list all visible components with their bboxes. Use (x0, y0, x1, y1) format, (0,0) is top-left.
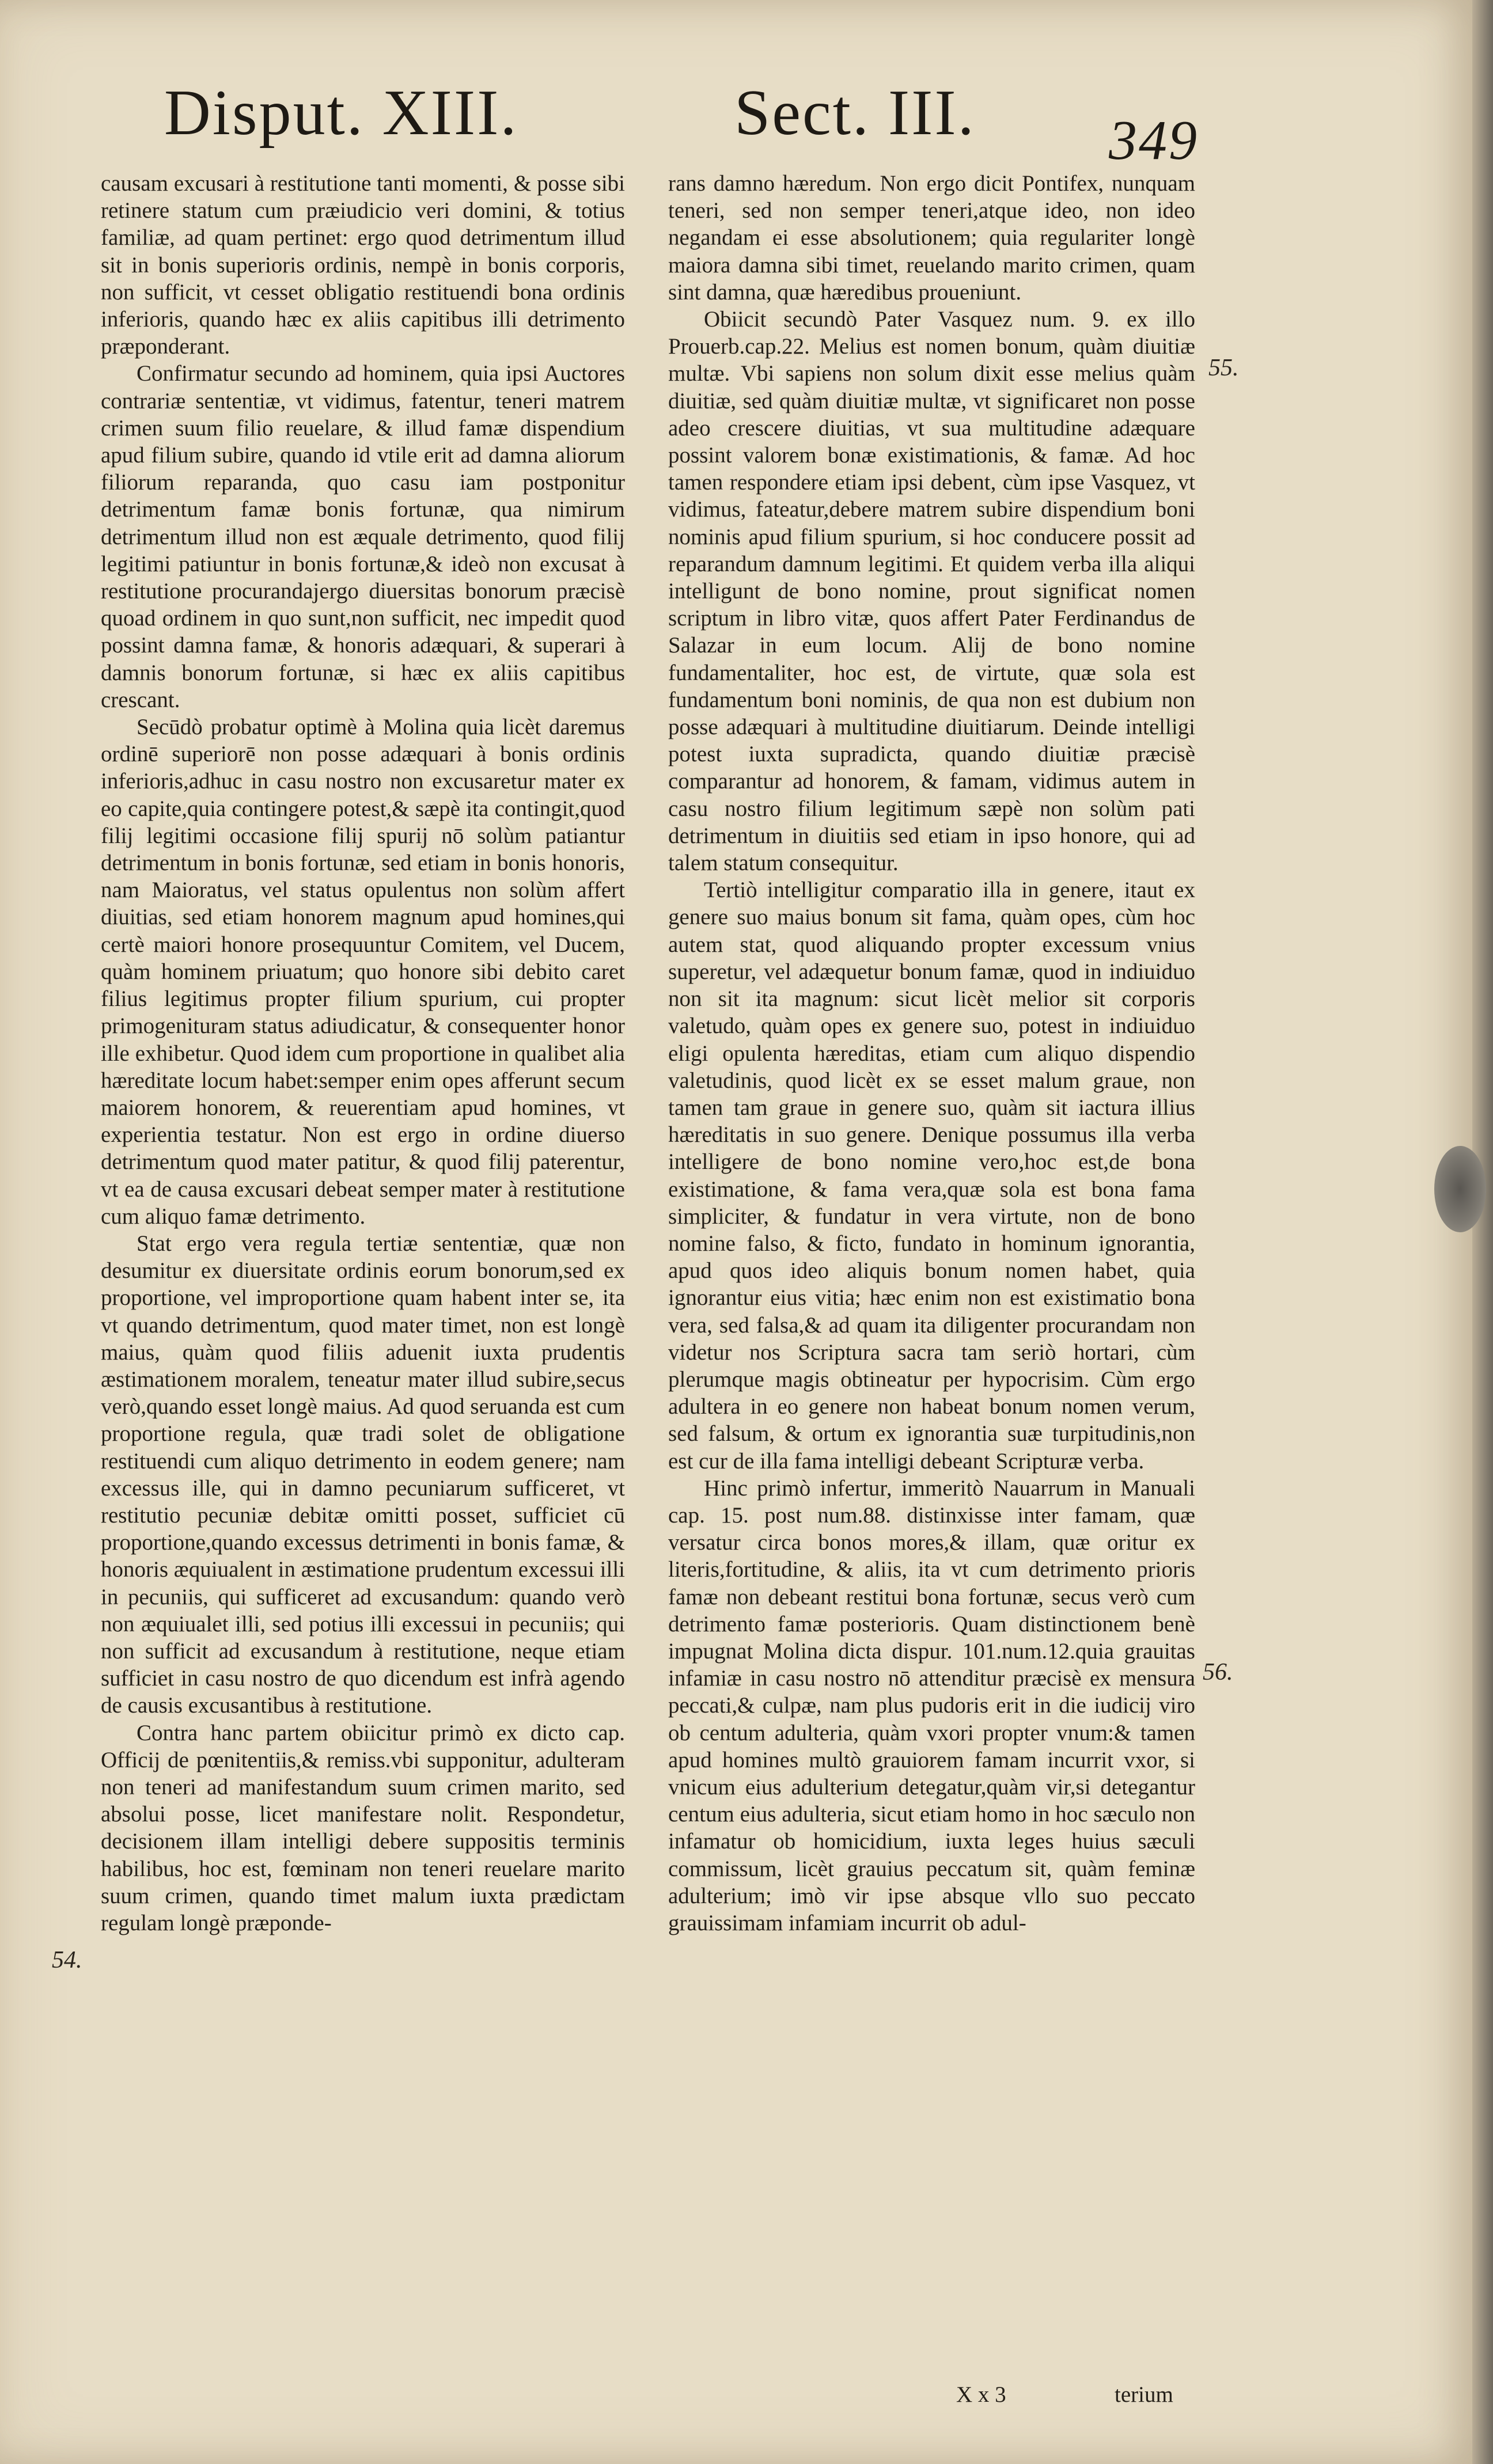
paragraph: Secūdò probatur optimè à Molina quia licèt daremus ordinē superiorē non posse adæquari à bonis ordinis inferioris,adhuc in casu nostro non excusaretur mater ex eo capite,quia contingere potest,& sæpè ita contingit,quod filij legitimi occasione filij spurij nō solùm patiantur detrimentum in bonis fortunæ, sed etiam in bonis honoris, nam Maioratus, vel status opulentus non solùm affert diuitias, sed etiam honorem magnum apud homines,qui certè maiori honore prosequuntur Comitem, vel Ducem, quàm hominem priuatum; quo honore sibi debito caret filius legitimus propter filium spurium, cui propter primogenituram status adiudicatur, & consequenter honor ille exhibetur. Quod idem cum proportione in qualibet alia hæreditate locum habet:semper enim opes afferunt secum maiorem honorem, & reuerentiam apud homines, vt experientia testatur. Non est ergo in ordine diuerso detrimentum quod mater patitur, & quod filij paterentur, vt ea de causa excusari debeat semper mater à restitutione cum aliquo famæ detrimento. (101, 715, 625, 1229)
paragraph: Contra hanc partem obiicitur primò ex dicto cap. Officij de pœnitentiis,& remiss.vbi supponitur, adulteram non teneri ad manifestandum suum crimen marito, sed absolui posse, licet manifestare nolit. Respondetur, decisionem illam intelligi debere suppositis terminis habilibus, hoc est, fœminam non teneri reuelare marito suum crimen, quando timet malum iuxta prædictam regulam longè præponde- (101, 1720, 625, 1935)
paragraph: rans damno hæredum. Non ergo dicit Pontifex, nunquam teneri, sed non semper teneri,atque ideo, non ideo negandam ei esse absolutionem; quia regulariter longè maiora damna sibi timet, reuelando marito crimen, quam sint damna, quæ hæredibus proueniunt. (668, 171, 1195, 305)
binding-hole (1434, 1146, 1486, 1232)
page-edge (1472, 0, 1493, 2464)
marginal-number: 55. (1208, 355, 1239, 381)
page-number: 349 (1109, 109, 1199, 172)
paragraph: causam excusari à restitutione tanti momenti, & posse sibi retinere statum cum præiudicio veri domini, & totius familiæ, ad quam pertinet: ergo quod detrimentum illud sit in bonis superioris ordinis, nempè in bonis corporis, non sufficit, vt cesset obligatio restituendi bona ordinis inferioris, quando hæc ex aliis capitibus illi detrimento præponderant. (101, 171, 625, 359)
marginal-number: 54. (52, 1947, 82, 1973)
paragraph: Hinc primò infertur, immeritò Nauarrum in Manuali cap. 15. post num.88. distinxisse inter famam, quæ versatur circa bonos mores,& illam, quæ oritur ex literis,fortitudine, & aliis, ita vt cum detrimento prioris famæ non debeant restitui bona fortunæ, secus verò cum detrimento famæ posterioris. Quam distinctionem benè impugnat Molina dicta dispur. 101.num.12.quia grauitas infamiæ in casu nostro nō attenditur præcisè ex mensura peccati,& culpæ, nam plus pudoris erit in die iudicij viro ob centum adulteria, quàm vxori propter vnum:& tamen apud homines multò grauiorem famam incurrit vxor, si vnicum eius adulterium detegatur,quàm vir,si detegantur centum eius adulteria, sicut etiam homo in hoc sæculo non infamatur ob homicidium, iuxta leges huius sæculi commissum, licèt grauius peccatum sit, quàm feminæ adulterium; imò vir ipse absque vllo suo peccato grauissimam infamiam incurrit ob adul- (668, 1475, 1195, 1935)
right-text-column (668, 170, 1195, 1937)
marginal-number: 56. (1203, 1659, 1233, 1685)
paragraph: Tertiò intelligitur comparatio illa in genere, itaut ex genere suo maius bonum sit fama, quàm opes, cùm hoc autem stat, quod aliquando propter excessum vnius superetur, vel adæquetur bonum famæ, quod in indiuiduo non sit ita magnum: sicut licèt melior sit corporis valetudo, quàm opes ex genere suo, potest in indiuiduo eligi opulenta hæreditas, etiam cum aliquo dispendio valetudinis, quod licèt ex se esset malum graue, non tamen tam graue in genere suo, quàm sit iactura illius hæreditatis in suo genere. Denique possumus illa verba intelligere de bono nomine vero,hoc est,de bona existimatione, & fama vera,quæ sola est bona fama simpliciter, & fundatur in vera virtute, non de bono nomine falso, & ficto, fundato in hominum ignorantia, apud quos ideo aliquis bonum nomen habet, quia ignorantur eius vitia; hæc enim non est existimatio bona vera, sed falsa,& ad quam ita diligenter procurandam non videtur nos Scriptura sacra tam seriò hortari, cùm plerumque magis obtineatur per hypocrisim. Cùm ergo adultera in eo genere non habeat bonum nomen verum, sed falsum, & ortum ex ignorantia suæ turpitudinis,non est cur de illa fama intelligi debeant Scripturæ verba. (668, 878, 1195, 1474)
paragraph: Stat ergo vera regula tertiæ sententiæ, quæ non desumitur ex diuersitate ordinis eorum bonorum,sed ex proportione, vel improportione quam habent inter se, ita vt quando detrimentum, quod mater timet, non est longè maius, quàm quod filiis aduenit iuxta prudentis æstimationem moralem, teneatur mater illud subire,secus verò,quando esset longè maius. Ad quod seruanda est cum proportione regula, quæ tradi solet de obligatione restituendi cum aliquo detrimento in eodem genere; nam excessus ille, qui in damno pecuniarum sufficeret, vt restitutio pecuniæ debitæ omitti posset, sufficiet cū proportione,quando excessus detrimenti in bonis famæ, & honoris æquiualent in æstimatione prudentum excessui illi in pecuniis, qui sufficeret ad excusandum: quando verò non æquiualet illi, sed potius illi excessui in pecuniis; qui non sufficit ad excusandum à restitutione, neque etiam sufficiet in casu nostro de quo dicendum est infrà agendo de causis excusantibus à restitutione. (101, 1231, 625, 1718)
running-head-disputation: Disput. XIII. (164, 77, 518, 149)
left-text-column (101, 170, 625, 1937)
paragraph: Confirmatur secundo ad hominem, quia ipsi Auctores contrariæ sententiæ, vt vidimus, fatentur, teneri matrem crimen suum filio reuelare, & illud famæ dispendium apud filium subire, quando id vtile erit ad damna aliorum filiorum reparanda, quo casu iam postponitur detrimentum famæ bonis fortunæ, qua nimirum detrimentum illud non est æquale detrimento, quod filij legitimi patiuntur in bonis fortunæ,& ideò non excusat à restitutione procurandajergo diuersitas bonorum præcisè quoad ordinem in quo sunt,non sufficit, nec impedit quod possint damna famæ, & honoris adæquari, & superari à damnis bonorum fortunæ, si hæc ex aliis capitibus crescant. (101, 361, 625, 712)
running-head-section: Sect. III. (734, 77, 976, 149)
catchword: terium (1115, 2382, 1173, 2407)
signature-mark: X x 3 (956, 2382, 1006, 2407)
paragraph: Obiicit secundò Pater Vasquez num. 9. ex illo Prouerb.cap.22. Melius est nomen bonum, quàm diuitiæ multæ. Vbi sapiens non solum dixit esse melius quàm diuitiæ, sed quàm diuitiæ multæ, vt significaret non posse adeo crescere diuitias, vt sua multitudine adæquare possint valorem bonæ existimationis, & famæ. Ad hoc tamen respondere etiam ipsi debent, cùm ipse Vasquez, vt vidimus, fateatur,debere matrem subire dispendium boni nominis apud filium spurium, si hoc conducere possit ad reparandum damnum legitimi. Et quidem verba illa aliqui intelligunt de bono nomine, prout significat nomen scriptum in libro vitæ, quos affert Pater Ferdinandus de Salazar in eum locum. Alij de bono nomine fundamentaliter, hoc est, de virtute, quæ sola est fundamentum boni nominis, de qua non est dubium non posse adæquari à multitudine diuitiarum. Deinde intelligi potest iuxta supradicta, quando diuitiæ præcisè comparantur ad honorem, & famam, vidimus autem in casu nostro filium legitimum sæpè non solùm pati detrimentum in diuitiis sed etiam in ipso honore, qui ad talem statum consequitur. (668, 307, 1195, 876)
